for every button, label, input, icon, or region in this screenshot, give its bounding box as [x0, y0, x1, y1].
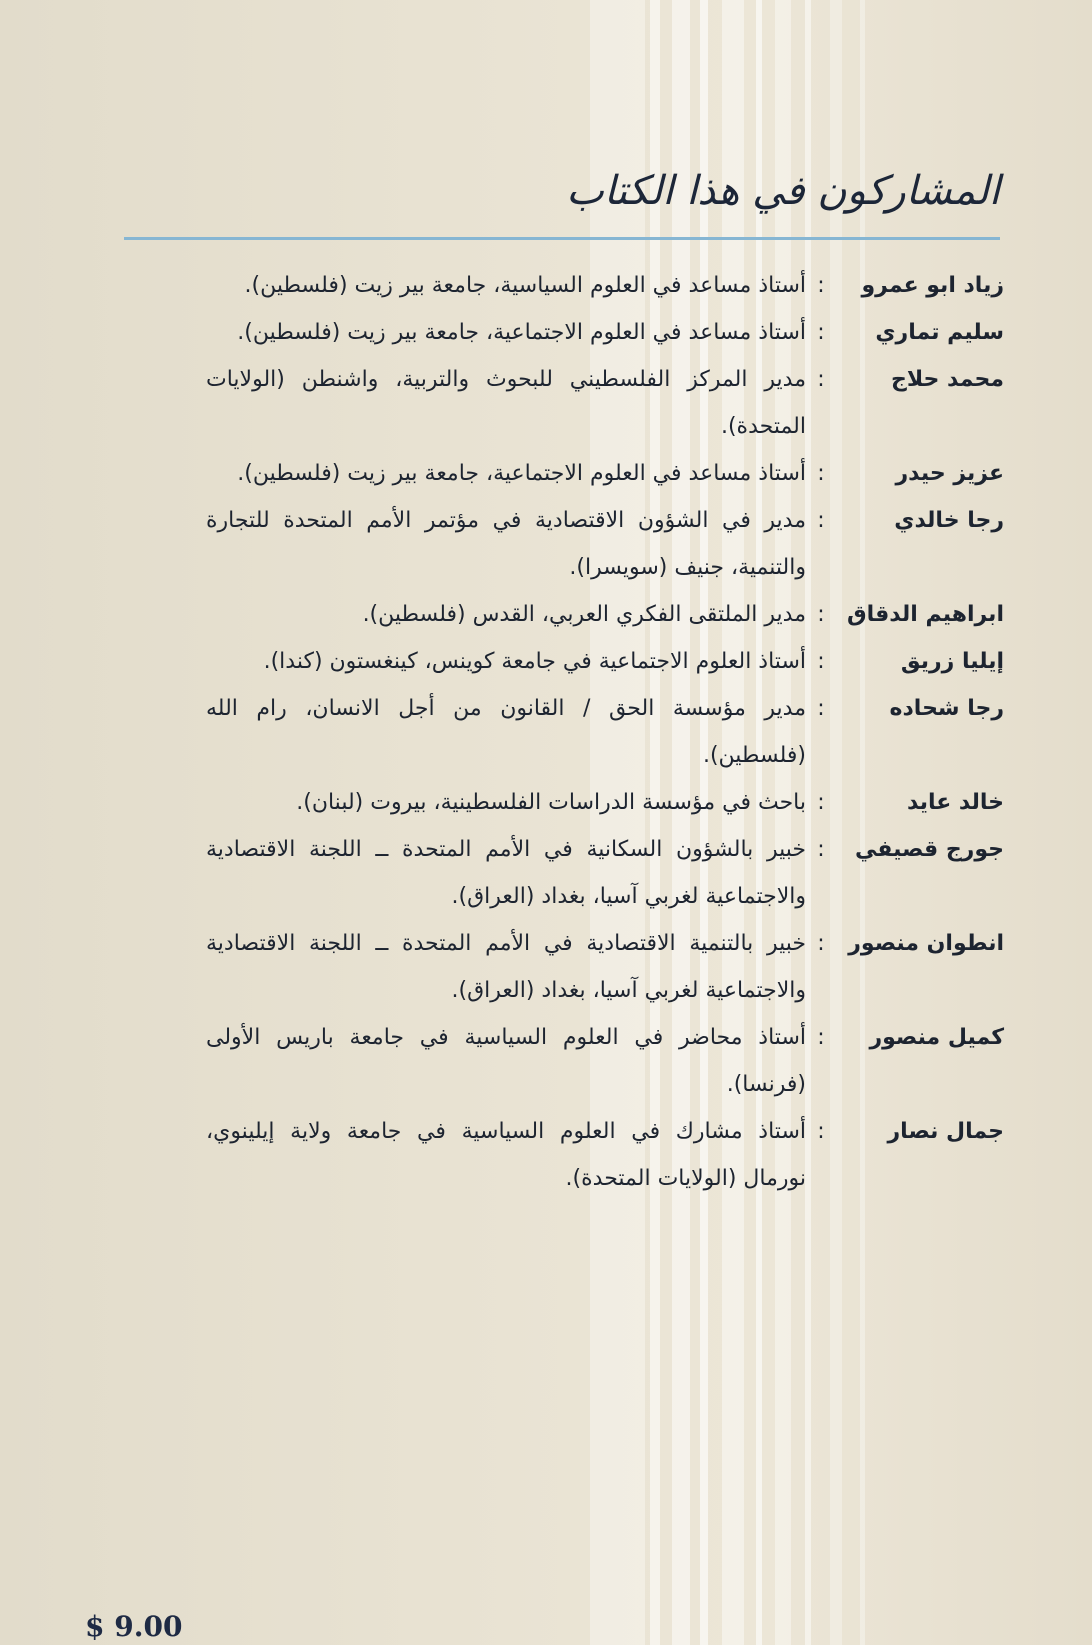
- contributor-description: خبير بالشؤون السكانية في الأمم المتحدة ــ اللجنة الاقتصادية والاجتماعية لغربي آسيا، بغداد (العراق).: [206, 837, 806, 909]
- colon-separator: :: [817, 461, 825, 486]
- colon-separator: :: [817, 1119, 825, 1144]
- contributor-entry: [144, 685, 1004, 779]
- contributor-entry: [144, 779, 1004, 826]
- page-title: المشاركون في هذا الكتاب: [566, 168, 1000, 214]
- contributor-name: رجا شحاده: [889, 696, 1004, 721]
- contributor-description: باحث في مؤسسة الدراسات الفلسطينية، بيروت (لبنان).: [296, 790, 806, 815]
- contributor-description: أستاذ مساعد في العلوم الاجتماعية، جامعة بير زيت (فلسطين).: [237, 461, 806, 486]
- contributor-name: جورج قصيفي: [855, 837, 1004, 862]
- contributor-entry: [144, 450, 1004, 497]
- contributor-name: زياد ابو عمرو: [861, 273, 1004, 298]
- contributor-name: سليم تماري: [875, 320, 1004, 345]
- contributor-description: أستاذ مساعد في العلوم السياسية، جامعة بير زيت (فلسطين).: [244, 273, 806, 298]
- contributor-description: مدير مؤسسة الحق / القانون من أجل الانسان، رام الله (فلسطين).: [206, 696, 806, 768]
- colon-separator: :: [817, 1025, 825, 1050]
- contributor-name: جمال نصار: [887, 1119, 1004, 1144]
- contributor-entry: [144, 356, 1004, 450]
- colon-separator: :: [817, 649, 825, 674]
- colon-separator: :: [817, 696, 825, 721]
- colon-separator: :: [817, 508, 825, 533]
- contributor-name: عزيز حيدر: [895, 461, 1004, 486]
- contributor-description: أستاذ محاضر في العلوم السياسية في جامعة باريس الأولى (فرنسا).: [206, 1025, 806, 1097]
- contributor-entry: [144, 826, 1004, 920]
- heading-underline: [124, 237, 1000, 240]
- contributor-name: محمد حلاج: [890, 367, 1004, 392]
- contributor-entry: [144, 262, 1004, 309]
- contributor-entry: [144, 1108, 1004, 1202]
- contributor-name: رجا خالدي: [894, 508, 1004, 533]
- contributor-entry: [144, 638, 1004, 685]
- price-label: $ 9.00: [85, 1610, 183, 1643]
- contributor-description: مدير الملتقى الفكري العربي، القدس (فلسطين).: [362, 602, 806, 627]
- contributor-description: أستاذ مشارك في العلوم السياسية في جامعة ولاية إيلينوي، نورمال (الولايات المتحدة).: [206, 1119, 806, 1191]
- contributor-name: ابراهيم الدقاق: [846, 602, 1004, 627]
- contributor-entry: [144, 1014, 1004, 1108]
- colon-separator: :: [817, 273, 825, 298]
- colon-separator: :: [817, 837, 825, 862]
- contributor-description: أستاذ العلوم الاجتماعية في جامعة كوينس، كينغستون (كندا).: [263, 649, 806, 674]
- contributor-description: مدير في الشؤون الاقتصادية في مؤتمر الأمم المتحدة للتجارة والتنمية، جنيف (سويسرا).: [206, 508, 806, 580]
- colon-separator: :: [817, 931, 825, 956]
- contributor-description: أستاذ مساعد في العلوم الاجتماعية، جامعة بير زيت (فلسطين).: [237, 320, 806, 345]
- contributor-name: كميل منصور: [869, 1025, 1004, 1050]
- contributor-name: انطوان منصور: [848, 931, 1004, 956]
- colon-separator: :: [817, 602, 825, 627]
- contributor-entry: [144, 920, 1004, 1014]
- contributors-list: [144, 262, 1004, 1202]
- colon-separator: :: [817, 367, 825, 392]
- contributor-entry: [144, 309, 1004, 356]
- colon-separator: :: [817, 320, 825, 345]
- contributor-description: مدير المركز الفلسطيني للبحوث والتربية، واشنطن (الولايات المتحدة).: [206, 367, 806, 439]
- contributor-entry: [144, 591, 1004, 638]
- contributor-name: إيليا زريق: [900, 649, 1004, 674]
- contributor-name: خالد عايد: [906, 790, 1004, 815]
- colon-separator: :: [817, 790, 825, 815]
- contributor-description: خبير بالتنمية الاقتصادية في الأمم المتحدة ــ اللجنة الاقتصادية والاجتماعية لغربي آسيا، بغداد (العراق).: [206, 931, 806, 1003]
- contributor-entry: [144, 497, 1004, 591]
